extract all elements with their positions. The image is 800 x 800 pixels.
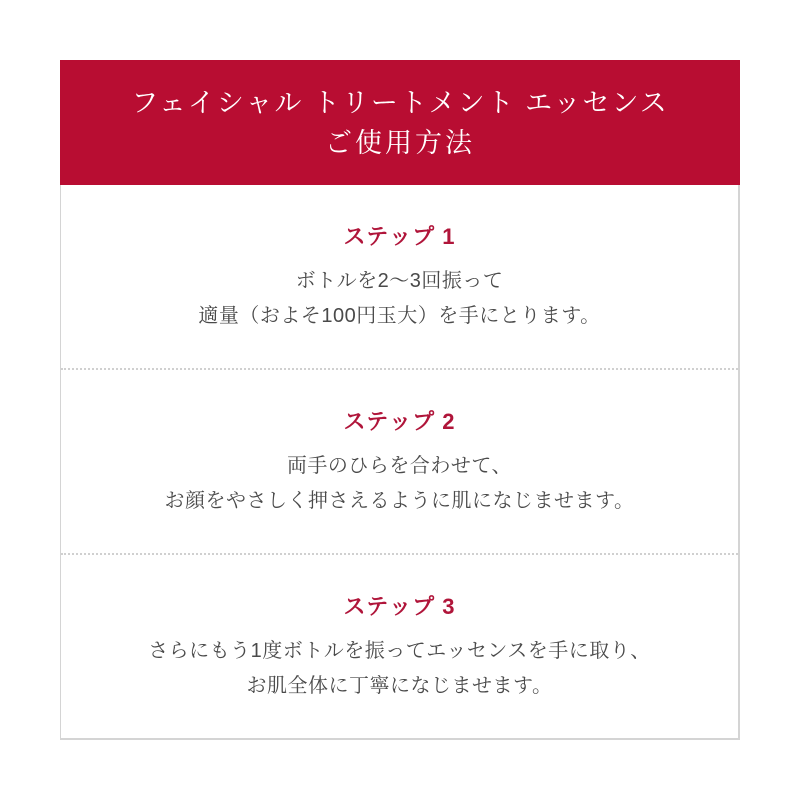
step-1-instruction-line-1: ボトルを2～3回振って [295, 269, 504, 292]
step-2-instruction-line-1: 両手のひらを合わせて、 [286, 454, 513, 477]
instructions-card [60, 60, 740, 740]
step-2-instruction-line-2: お顔をやさしく押さえるように肌になじませます。 [164, 489, 635, 512]
steps-container [60, 185, 740, 740]
usage-heading: ご使用方法 [325, 127, 475, 158]
product-name: フェイシャル トリートメント エッセンス [131, 87, 669, 118]
step-section-3 [61, 555, 738, 738]
step-3-instruction-line-1: さらにもう1度ボトルを振ってエッセンスを手に取り、 [148, 639, 651, 662]
step-3-instruction-line-2: お肌全体に丁寧になじませます。 [246, 674, 553, 697]
step-2-title: ステップ 2 [343, 408, 456, 434]
step-1-title: ステップ 1 [343, 223, 456, 249]
header-banner [60, 60, 740, 185]
step-1-instruction-line-2: 適量（およそ100円玉大）を手にとります。 [198, 304, 601, 327]
step-section-2 [61, 370, 738, 553]
step-section-1 [61, 185, 738, 368]
step-3-title: ステップ 3 [343, 593, 456, 619]
